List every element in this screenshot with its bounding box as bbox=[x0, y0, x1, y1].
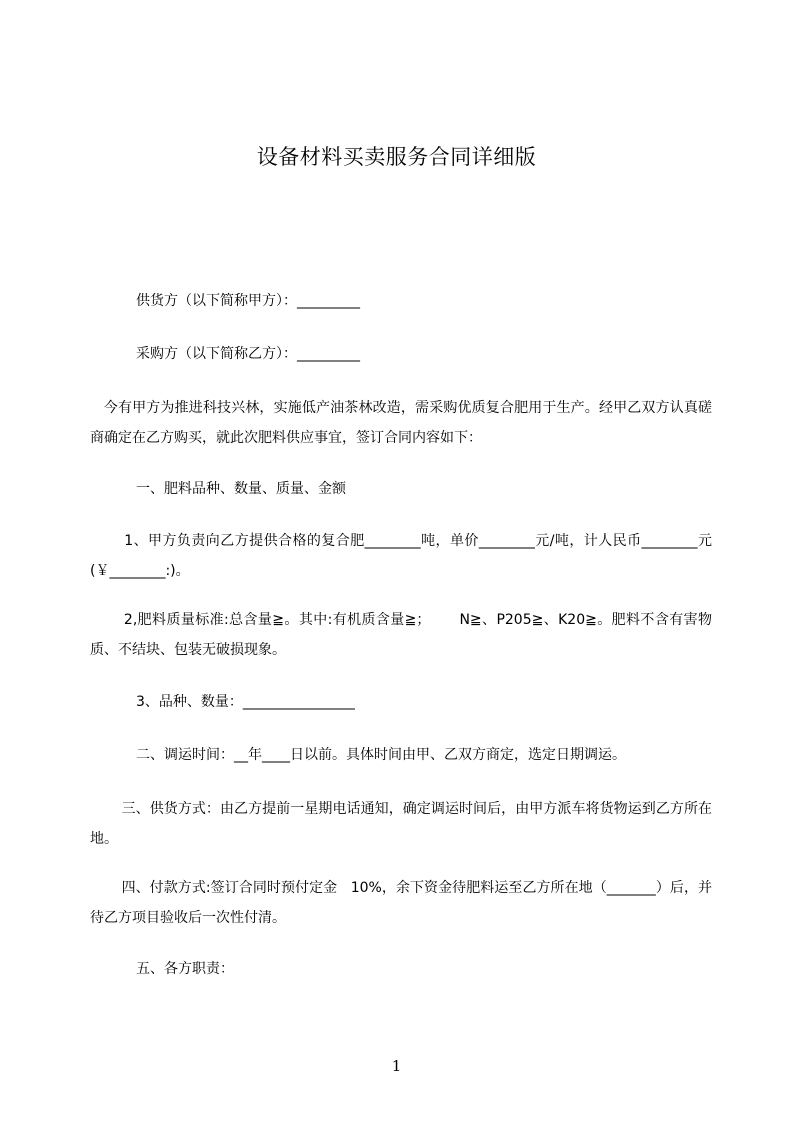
intro-paragraph: 今有甲方为推进科技兴林，实施低产油茶林改造，需采购优质复合肥用于生产。经甲乙双方认真磋商确定在乙方购买，就此次肥料供应事宜，签订合同内容如下： bbox=[90, 400, 712, 446]
clause-1-2: 2,肥料质量标准:总含量≧。其中:有机质含量≧； N≧、P205≧、K20≧。肥料不含有害物质、不结块、包装无破损现象。 bbox=[90, 612, 712, 658]
section-3: 三、供货方式：由乙方提前一星期电话通知，确定调运时间后，由甲方派车将货物运到乙方所在地。 bbox=[90, 801, 713, 847]
section-1-heading: 一、肥料品种、数量、质量、金额 bbox=[136, 481, 346, 497]
clause-1-1: 1、甲方负责向乙方提供合格的复合肥________吨，单价________元/吨，计人民币________元 (￥________:)。 bbox=[90, 533, 717, 579]
section-2: 二、调运时间：__年____日以前。具体时间由甲、乙双方商定，选定日期调运。 bbox=[136, 747, 626, 763]
section-4: 四、付款方式:签订合同时预付定金 10%，余下资金待肥料运至乙方所在地（_______）后，并待乙方项目验收后一次性付清。 bbox=[90, 880, 713, 926]
document-title: 设备材料买卖服务合同详细版 bbox=[256, 145, 537, 169]
clause-1-3: 3、品种、数量：________________ bbox=[136, 694, 355, 710]
page-number: 1 bbox=[391, 1057, 402, 1075]
section-5-heading: 五、各方职责： bbox=[136, 961, 234, 977]
buyer-line: 采购方（以下简称乙方）：_________ bbox=[136, 346, 360, 362]
supplier-line: 供货方（以下简称甲方）：_________ bbox=[136, 293, 360, 309]
